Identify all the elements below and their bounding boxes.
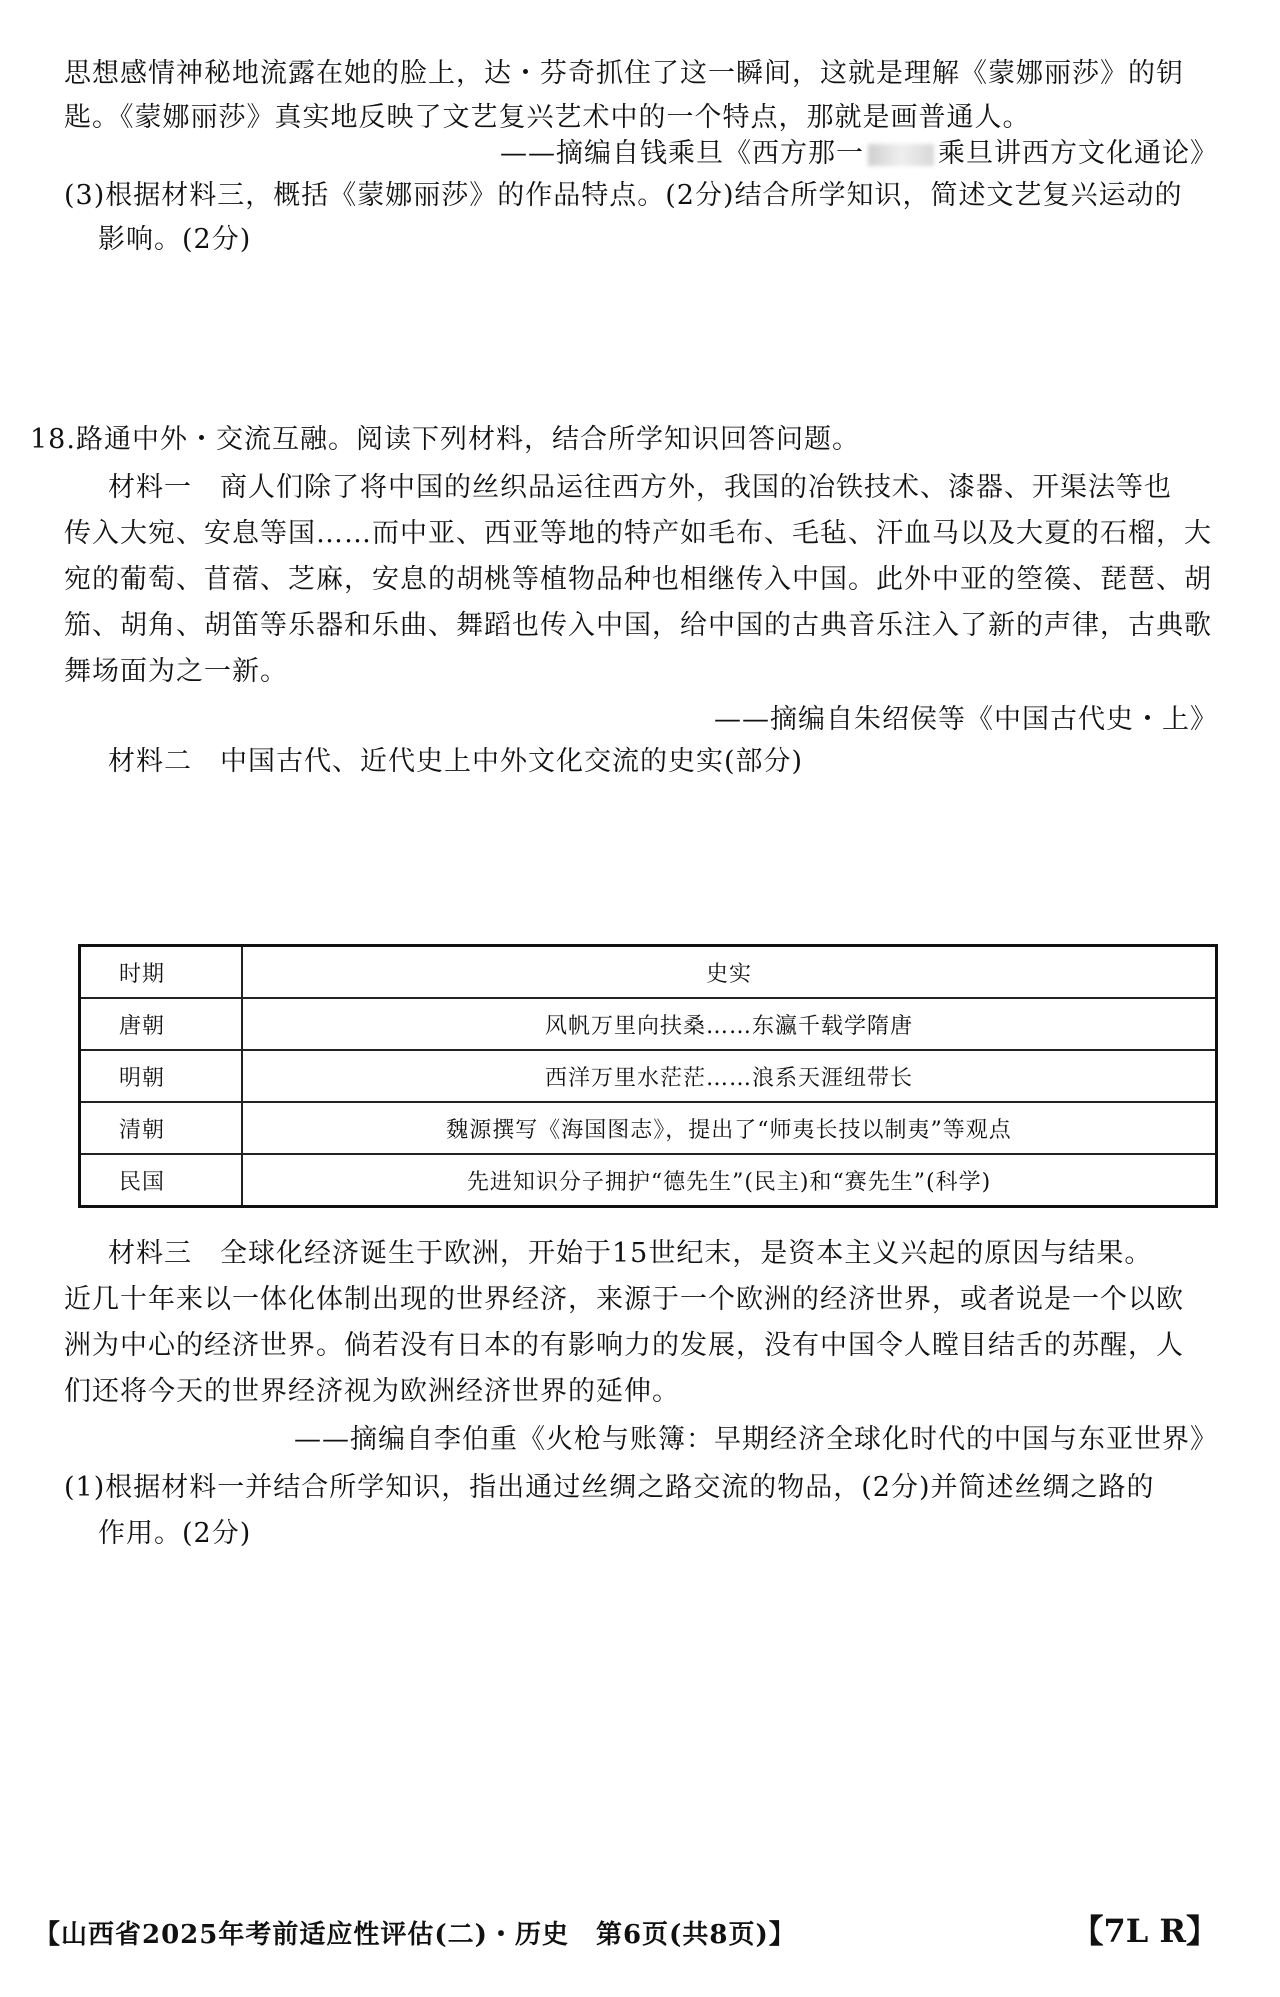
material3-line-2: 近几十年来以一体化体制出现的世界经济，来源于一个欧洲的经济世界，或者说是一个以欧 xyxy=(64,1284,1184,1315)
material1-line-5: 舞场面为之一新。 xyxy=(64,656,288,687)
table-header-period: 时期 xyxy=(80,946,243,999)
material3-line-4: 们还将今天的世界经济视为欧洲经济世界的延伸。 xyxy=(64,1376,680,1407)
table-cell-fact: 先进知识分子拥护“德先生”(民主)和“赛先生”(科学) xyxy=(242,1154,1217,1207)
material3-source: ——摘编自李伯重《火枪与账簿：早期经济全球化时代的中国与东亚世界》 xyxy=(294,1424,1218,1455)
material1-line-1: 材料一 商人们除了将中国的丝织品运往西方外，我国的冶铁技术、漆器、开渠法等也 xyxy=(108,472,1172,503)
paper-code: 【7L R】 xyxy=(1071,1912,1218,1950)
top-text-line-2: 匙。《蒙娜丽莎》真实地反映了文艺复兴艺术中的一个特点，那就是画普通人。 xyxy=(64,102,1031,133)
top-text-line-1: 思想感情神秘地流露在她的脸上，达・芬奇抓住了这一瞬间，这就是理解《蒙娜丽莎》的钥 xyxy=(64,58,1184,89)
material2-title: 材料二 中国古代、近代史上中外文化交流的史实(部分) xyxy=(108,746,804,777)
q18-1-line-2: 作用。(2分) xyxy=(98,1518,252,1549)
material1-line-4: 笳、胡角、胡笛等乐器和乐曲、舞蹈也传入中国，给中国的古典音乐注入了新的声律，古典歌 xyxy=(64,610,1212,641)
table-row xyxy=(80,998,1217,1050)
table-cell-period: 民国 xyxy=(80,1154,243,1207)
q17-3-line-2: 影响。(2分) xyxy=(98,224,252,255)
history-facts-table xyxy=(78,944,1218,1208)
table-row xyxy=(80,1154,1217,1207)
table-cell-period: 清朝 xyxy=(80,1102,243,1154)
top-source xyxy=(500,134,1218,174)
table-row xyxy=(80,1050,1217,1102)
table-cell-fact: 魏源撰写《海国图志》，提出了“师夷长技以制夷”等观点 xyxy=(242,1102,1217,1154)
table-cell-fact: 西洋万里水茫茫……浪系天涯纽带长 xyxy=(242,1050,1217,1102)
material1-line-3: 宛的葡萄、苜蓿、芝麻，安息的胡桃等植物品种也相继传入中国。此外中亚的箜篌、琵琶、胡 xyxy=(64,564,1212,595)
material3-line-3: 洲为中心的经济世界。倘若没有日本的有影响力的发展，没有中国令人瞠目结舌的苏醒，人 xyxy=(64,1330,1184,1361)
q18-heading: 18.路通中外・交流互融。阅读下列材料，结合所学知识回答问题。 xyxy=(30,424,860,455)
table-cell-period: 明朝 xyxy=(80,1050,243,1102)
material1-line-2: 传入大宛、安息等国……而中亚、西亚等地的特产如毛布、毛毡、汗血马以及大夏的石榴，大 xyxy=(64,518,1212,549)
table-cell-fact: 风帆万里向扶桑……东瀛千载学隋唐 xyxy=(242,998,1217,1050)
material3-line-1: 材料三 全球化经济诞生于欧洲，开始于15世纪末，是资本主义兴起的原因与结果。 xyxy=(108,1238,1153,1269)
top-source-suffix: 乘旦讲西方文化通论》 xyxy=(938,138,1218,169)
top-source-prefix: ——摘编自钱乘旦《西方那一 xyxy=(500,138,864,169)
table-header-facts: 史实 xyxy=(242,946,1217,999)
page-footer: 【山西省2025年考前适应性评估(二)・历史 第6页(共8页)】 xyxy=(34,1920,796,1950)
q17-3-line-1: (3)根据材料三，概括《蒙娜丽莎》的作品特点。(2分)结合所学知识，简述文艺复兴运动的 xyxy=(64,180,1183,211)
q18-1-line-1: (1)根据材料一并结合所学知识，指出通过丝绸之路交流的物品，(2分)并简述丝绸之路的 xyxy=(64,1472,1155,1503)
redacted-blur xyxy=(868,144,934,166)
table-cell-period: 唐朝 xyxy=(80,998,243,1050)
material1-source: ——摘编自朱绍侯等《中国古代史・上》 xyxy=(714,704,1218,735)
table-row xyxy=(80,1102,1217,1154)
table-header-row xyxy=(80,946,1217,999)
